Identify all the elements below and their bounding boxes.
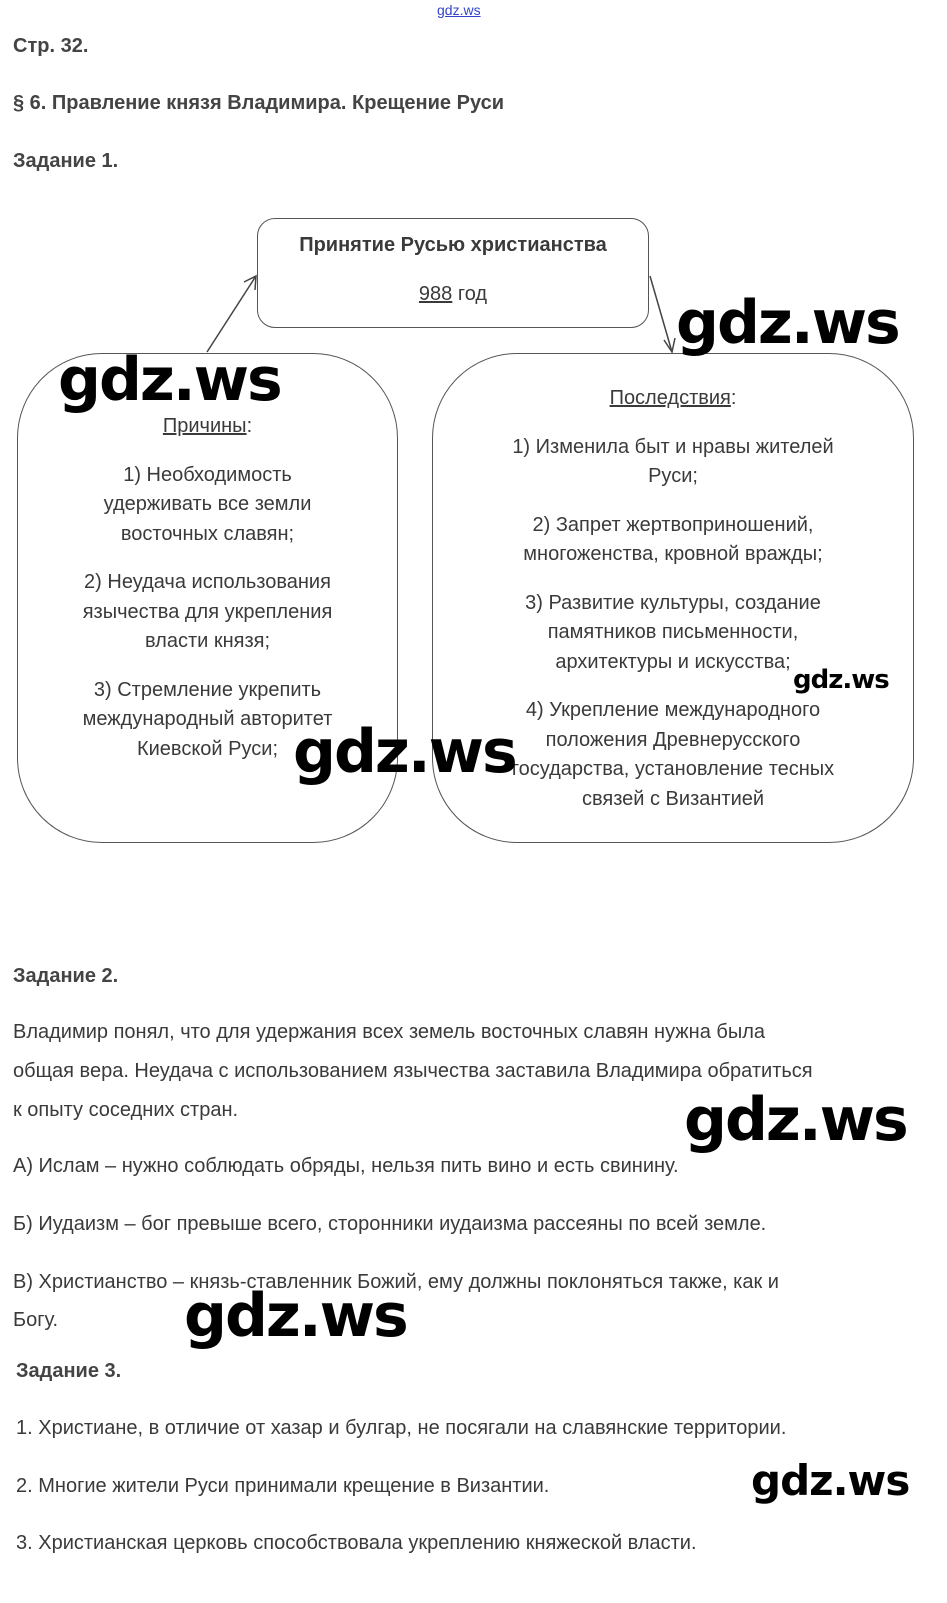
task3-item: 2. Многие жители Руси принимали крещение в Византии.	[16, 1475, 550, 1497]
cause-line: язычества для укрепления	[82, 600, 333, 623]
causes-label: Причины	[162, 415, 247, 437]
cause-line: восточных славян;	[120, 522, 295, 545]
event-year-suffix: год	[452, 283, 488, 305]
event-year: 988	[418, 283, 453, 305]
cause-line: 3) Стремление укрепить	[93, 678, 322, 701]
consequence-line: положения Древнерусского	[545, 728, 801, 751]
page-reference: Стр. 32.	[13, 35, 89, 57]
cause-line: власти князя;	[144, 630, 271, 652]
task2-intro-line: Владимир понял, что для удержания всех земель восточных славян нужна была	[13, 1021, 766, 1043]
consequences-label: Последствия	[609, 387, 731, 409]
consequence-line: 3) Развитие культуры, создание	[525, 591, 821, 614]
task2-heading: Задание 2.	[13, 965, 119, 987]
task2-christianity: Богу.	[13, 1309, 59, 1331]
watermark: gdz.ws	[793, 665, 889, 695]
consequence-line: Руси;	[648, 465, 698, 487]
task2-islam: А) Ислам – нужно соблюдать обряды, нельзя пить вино и есть свинину.	[13, 1155, 679, 1177]
consequence-line: памятников письменности,	[547, 621, 799, 643]
task2-judaism: Б) Иудаизм – бог превыше всего, сторонники иудаизма рассеяны по всей земле.	[13, 1213, 767, 1235]
task3-item: 1. Христиане, в отличие от хазар и булгар, не посягали на славянские территории.	[16, 1417, 787, 1439]
cause-line: 1) Необходимость	[123, 463, 292, 486]
cause-line: удерживать все земли	[103, 493, 312, 515]
site-link[interactable]: gdz.ws	[437, 2, 481, 18]
cause-line: 2) Неудача использования	[84, 571, 331, 593]
consequence-line: связей с Византией	[581, 787, 765, 810]
task2-intro-line: общая вера. Неудача с использованием язычества заставила Владимира обратиться	[13, 1060, 813, 1082]
cause-line: Киевской Руси;	[136, 737, 278, 760]
cause-line: международный авторитет	[82, 708, 333, 730]
task3-item: 3. Христианская церковь способствовала укреплению княжеской власти.	[16, 1532, 697, 1554]
task1-heading: Задание 1.	[13, 150, 119, 172]
task3-heading: Задание 3.	[16, 1360, 122, 1382]
event-title: Принятие Русью христианства	[299, 234, 607, 256]
event-date	[258, 282, 648, 306]
consequence-line: 4) Укрепление международного	[525, 699, 821, 721]
watermark: gdz.ws	[58, 345, 281, 415]
watermark: gdz.ws	[676, 288, 899, 358]
arrow-event-to-consequences	[650, 276, 672, 352]
event-box	[257, 218, 649, 328]
watermark: gdz.ws	[293, 717, 516, 787]
section-title: § 6. Правление князя Владимира. Крещение Руси	[13, 92, 504, 114]
consequence-line: архитектуры и искусства;	[555, 650, 791, 673]
consequence-line: государства, установление тесных	[511, 758, 835, 780]
arrow-causes-to-event	[207, 276, 256, 352]
watermark: gdz.ws	[751, 1456, 910, 1505]
consequence-line: 1) Изменила быт и нравы жителей	[512, 435, 834, 458]
consequences-content: Последствия: 1) Изменила быт и нравы жителей Руси; 2) Запрет жертвоприношений, многоженства, кровной вражды; 3) Развитие культуры, создание памятников письменности, архитектуры и искусства; 4) Укрепление международного положения Древнерусского государства, установление тесных связей с Византией	[433, 384, 913, 814]
watermark: gdz.ws	[684, 1085, 907, 1155]
task2-christianity: В) Христианство – князь-ставленник Божий, ему должны поклоняться также, как и	[13, 1271, 779, 1293]
consequence-line: 2) Запрет жертвоприношений,	[532, 513, 814, 536]
watermark: gdz.ws	[184, 1281, 407, 1351]
consequence-line: многоженства, кровной вражды;	[523, 543, 823, 565]
causes-content: Причины: 1) Необходимость удерживать все земли восточных славян; 2) Неудача использования язычества для укрепления власти князя; 3) Стремление укрепить международный авторитет Киевской Руси;	[18, 412, 397, 764]
task2-intro-line: к опыту соседних стран.	[13, 1099, 239, 1121]
